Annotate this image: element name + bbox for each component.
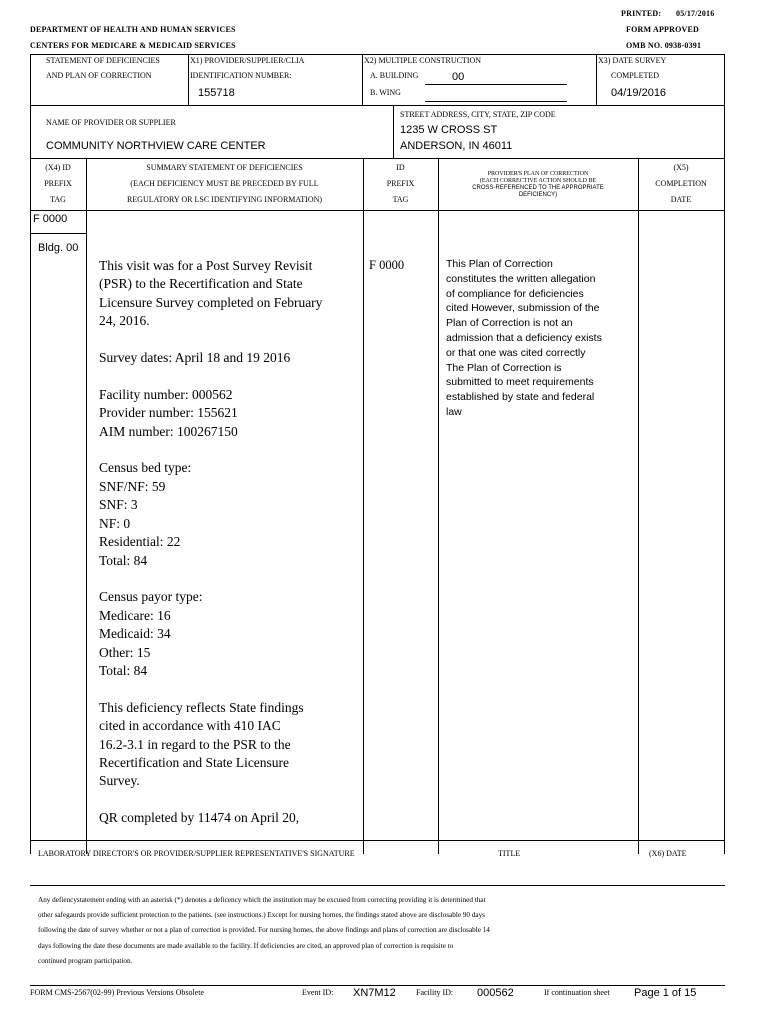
signature-label: LABORATORY DIRECTOR'S OR PROVIDER/SUPPLIER REPRESENTATIVE'S SIGNATURE [38,849,355,858]
summary-line: Census payor type: [99,589,203,605]
summary-line [99,791,361,809]
building-tag: Bldg. 00 [38,242,79,254]
poc-line: established by state and federal [446,391,595,404]
omb-number: OMB NO. 0938-0391 [626,41,702,50]
disclaimer-line: following the date of survey whether or not a plan of correction is provided. For nursing homes, the above findings and plans of correction are disclosable 14 [38,926,490,935]
address-line-2: ANDERSON, IN 46011 [400,140,513,152]
poc-header-4: DEFICIENCY) [518,192,558,198]
poc-line: The Plan of Correction is [446,361,562,374]
summary-line: QR completed by 11474 on April 20, [99,810,300,826]
summary-line [99,570,361,588]
id-header-1: ID [396,163,405,172]
disclaimer-line: Any defiencystatement ending with an asterisk (*) denotes a deficency which the institution may be excused from correcting providing it is determined that [38,896,486,904]
x2-label: X2) MULTIPLE CONSTRUCTION [364,56,482,65]
summary-line: SNF: 3 [99,497,138,513]
id-header-3: TAG [392,195,409,204]
summary-line [99,441,361,459]
x5-header-3: DATE [670,195,692,204]
poc-line: cited However, submission of the [446,302,600,315]
facility-id-value: 000562 [477,987,514,999]
title-label: TITLE [498,849,521,858]
summary-line: 24, 2016. [99,313,150,329]
summary-line: Provider number: 155621 [99,405,238,421]
summary-line [99,367,361,385]
form-approved: FORM APPROVED [626,25,700,34]
summary-header-1: SUMMARY STATEMENT OF DEFICIENCIES [146,163,303,172]
plan-of-correction [446,257,636,420]
statement-label-2: AND PLAN OF CORRECTION [46,71,152,80]
summary-line: Residential: 22 [99,534,181,550]
event-id-label: Event ID: [302,988,334,997]
summary-line: Recertification and State Licensure [99,754,290,770]
tag-left: F 0000 [33,213,68,225]
poc-header-3: CROSS-REFERENCED TO THE APPROPRIATE [472,185,604,191]
provider-id-value: 155718 [198,87,235,99]
summary-line: Medicare: 16 [99,607,171,623]
summary-line: Census bed type: [99,460,192,476]
x5-header-1: (X5) [673,163,689,172]
poc-line: constitutes the written allegation [446,272,596,285]
printed-date: 05/17/2016 [676,9,715,18]
poc-line: This Plan of Correction [446,258,553,270]
poc-line: of compliance for deficiencies [446,287,584,300]
summary-line: (PSR) to the Recertification and State [99,276,303,292]
summary-line: Licensure Survey completed on February [99,294,323,310]
x3-label-1: X3) DATE SURVEY [598,56,667,65]
poc-line: or that one was cited correctly [446,346,586,359]
summary-line: Total: 84 [99,552,148,568]
x1-label-1: X1) PROVIDER/SUPPLIER/CLIA [190,56,305,65]
summary-line: This visit was for a Post Survey Revisit [99,258,313,273]
x1-label-2: IDENTIFICATION NUMBER: [190,71,292,80]
summary-header-2: (EACH DEFICIENCY MUST BE PRECEDED BY FULL [130,179,319,188]
summary-line: Survey. [99,773,140,789]
poc-line: Plan of Correction is not an [446,317,573,330]
continuation-label: If continuation sheet [544,988,610,997]
page-number: Page 1 of 15 [634,987,697,999]
x6-date-label: (X6) DATE [649,849,687,858]
centers-title: CENTERS FOR MEDICARE & MEDICAID SERVICES [30,41,236,50]
summary-line: Total: 84 [99,662,148,678]
survey-date-value: 04/19/2016 [611,87,667,99]
form-number: FORM CMS-2567(02-99) Previous Versions Obsolete [30,988,205,997]
provider-name-label: NAME OF PROVIDER OR SUPPLIER [46,118,176,127]
poc-header-1: PROVIDER'S PLAN OF CORRECTION [487,171,589,177]
poc-line: submitted to meet requirements [446,376,594,389]
building-label: A. BUILDING [370,71,419,80]
summary-line: Survey dates: April 18 and 19 2016 [99,350,291,366]
disclaimer [38,893,718,969]
disclaimer-line: days following the date these documents are made available to the facility. If deficiencies are cited, an approved plan of correction is requisite to [38,941,454,950]
x5-header-2: COMPLETION [655,179,707,188]
summary-line: AIM number: 100267150 [99,423,238,439]
poc-line: admission that a deficiency exists [446,331,602,344]
x4-header-1: (X4) ID [45,163,71,172]
printed-label: PRINTED: [621,9,662,18]
statement-label-1: STATEMENT OF DEFICIENCIES [46,56,160,65]
disclaimer-line: other safegaurds provide sufficient protection to the patients. (see instructions.) Except for nursing homes, the findings stated above are disclosable 90 days [38,911,485,920]
address-line-1: 1235 W CROSS ST [400,124,498,136]
summary-header-3: REGULATORY OR LSC IDENTIFYING INFORMATION) [126,195,323,204]
poc-header-2: (EACH CORRECTIVE ACTION SHOULD BE [479,178,597,184]
tag-middle: F 0000 [369,258,405,272]
department-title: DEPARTMENT OF HEALTH AND HUMAN SERVICES [30,25,236,34]
x3-label-2: COMPLETED [611,71,659,80]
summary-line: Other: 15 [99,644,151,660]
summary-line: This deficiency reflects State findings [99,699,304,715]
x4-header-3: TAG [50,195,66,204]
event-id-value: XN7M12 [353,987,396,999]
summary-line: 16.2-3.1 in regard to the PSR to the [99,736,291,752]
summary-line: SNF/NF: 59 [99,478,166,494]
building-value: 00 [452,71,465,83]
summary-line: cited in accordance with 410 IAC [99,718,281,734]
address-label: STREET ADDRESS, CITY, STATE, ZIP CODE [400,110,556,119]
summary-line: Facility number: 000562 [99,386,233,402]
summary-line [99,680,361,698]
poc-line: law [446,405,462,418]
wing-label: B. WING [370,88,401,97]
summary-statement [99,257,361,828]
summary-line [99,331,361,349]
facility-id-label: Facility ID: [416,988,454,997]
id-header-2: PREFIX [386,179,415,188]
summary-line: Medicaid: 34 [99,626,171,642]
disclaimer-line: continued program participation. [38,956,133,965]
x4-header-2: PREFIX [44,179,72,188]
provider-name-value: COMMUNITY NORTHVIEW CARE CENTER [46,140,266,152]
summary-line: NF: 0 [99,515,131,531]
